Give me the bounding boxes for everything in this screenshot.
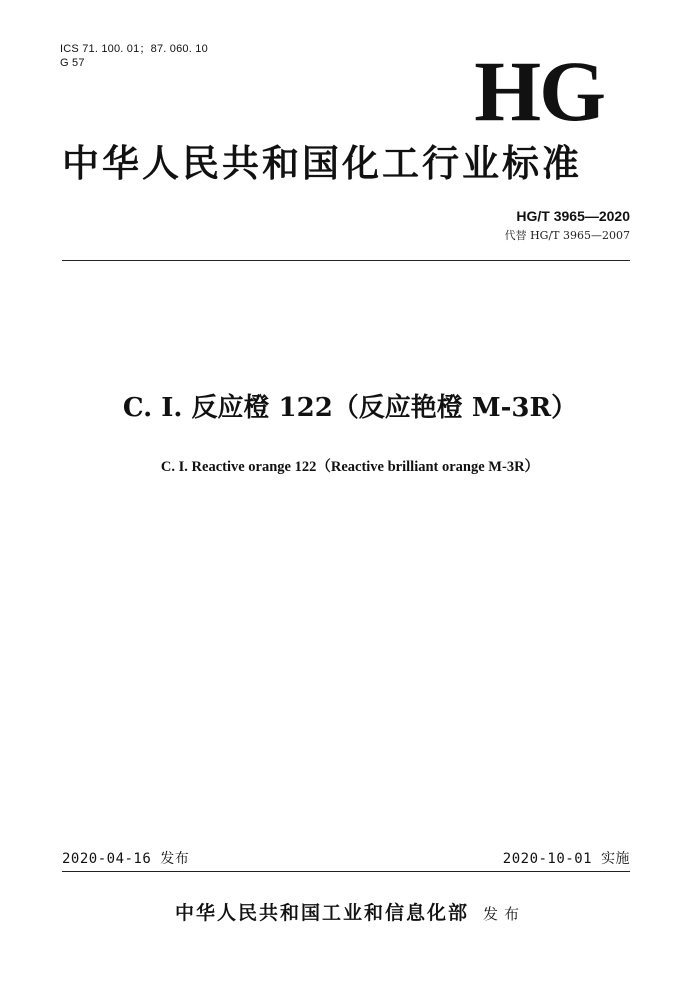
standard-category-title: 中华人民共和国化工行业标准	[62, 142, 582, 185]
document-title-chinese: C. I. 反应橙 122（反应艳橙 M-3R）	[122, 393, 578, 423]
footer-divider	[62, 871, 630, 872]
document-title-english: C. I. Reactive orange 122（Reactive brilliant orange M-3R）	[160, 459, 540, 475]
ics-code: ICS 71. 100. 01；87. 060. 10	[60, 43, 208, 55]
issue-date: 2020-04-16 发布	[62, 851, 190, 867]
header-divider	[62, 260, 630, 261]
ccs-code: G 57	[60, 57, 85, 69]
implementation-date: 2020-10-01 实施	[502, 851, 630, 867]
publisher-line	[0, 900, 700, 927]
classification-codes	[60, 42, 208, 70]
standard-number: HG/T 3965—2020	[516, 208, 630, 224]
replaces-standard: 代替 HG/T 3965—2007	[504, 229, 630, 242]
publisher-name: 中华人民共和国工业和信息化部	[174, 902, 469, 924]
publisher-action: 发布	[483, 905, 526, 923]
hg-logo: HG	[474, 43, 604, 139]
